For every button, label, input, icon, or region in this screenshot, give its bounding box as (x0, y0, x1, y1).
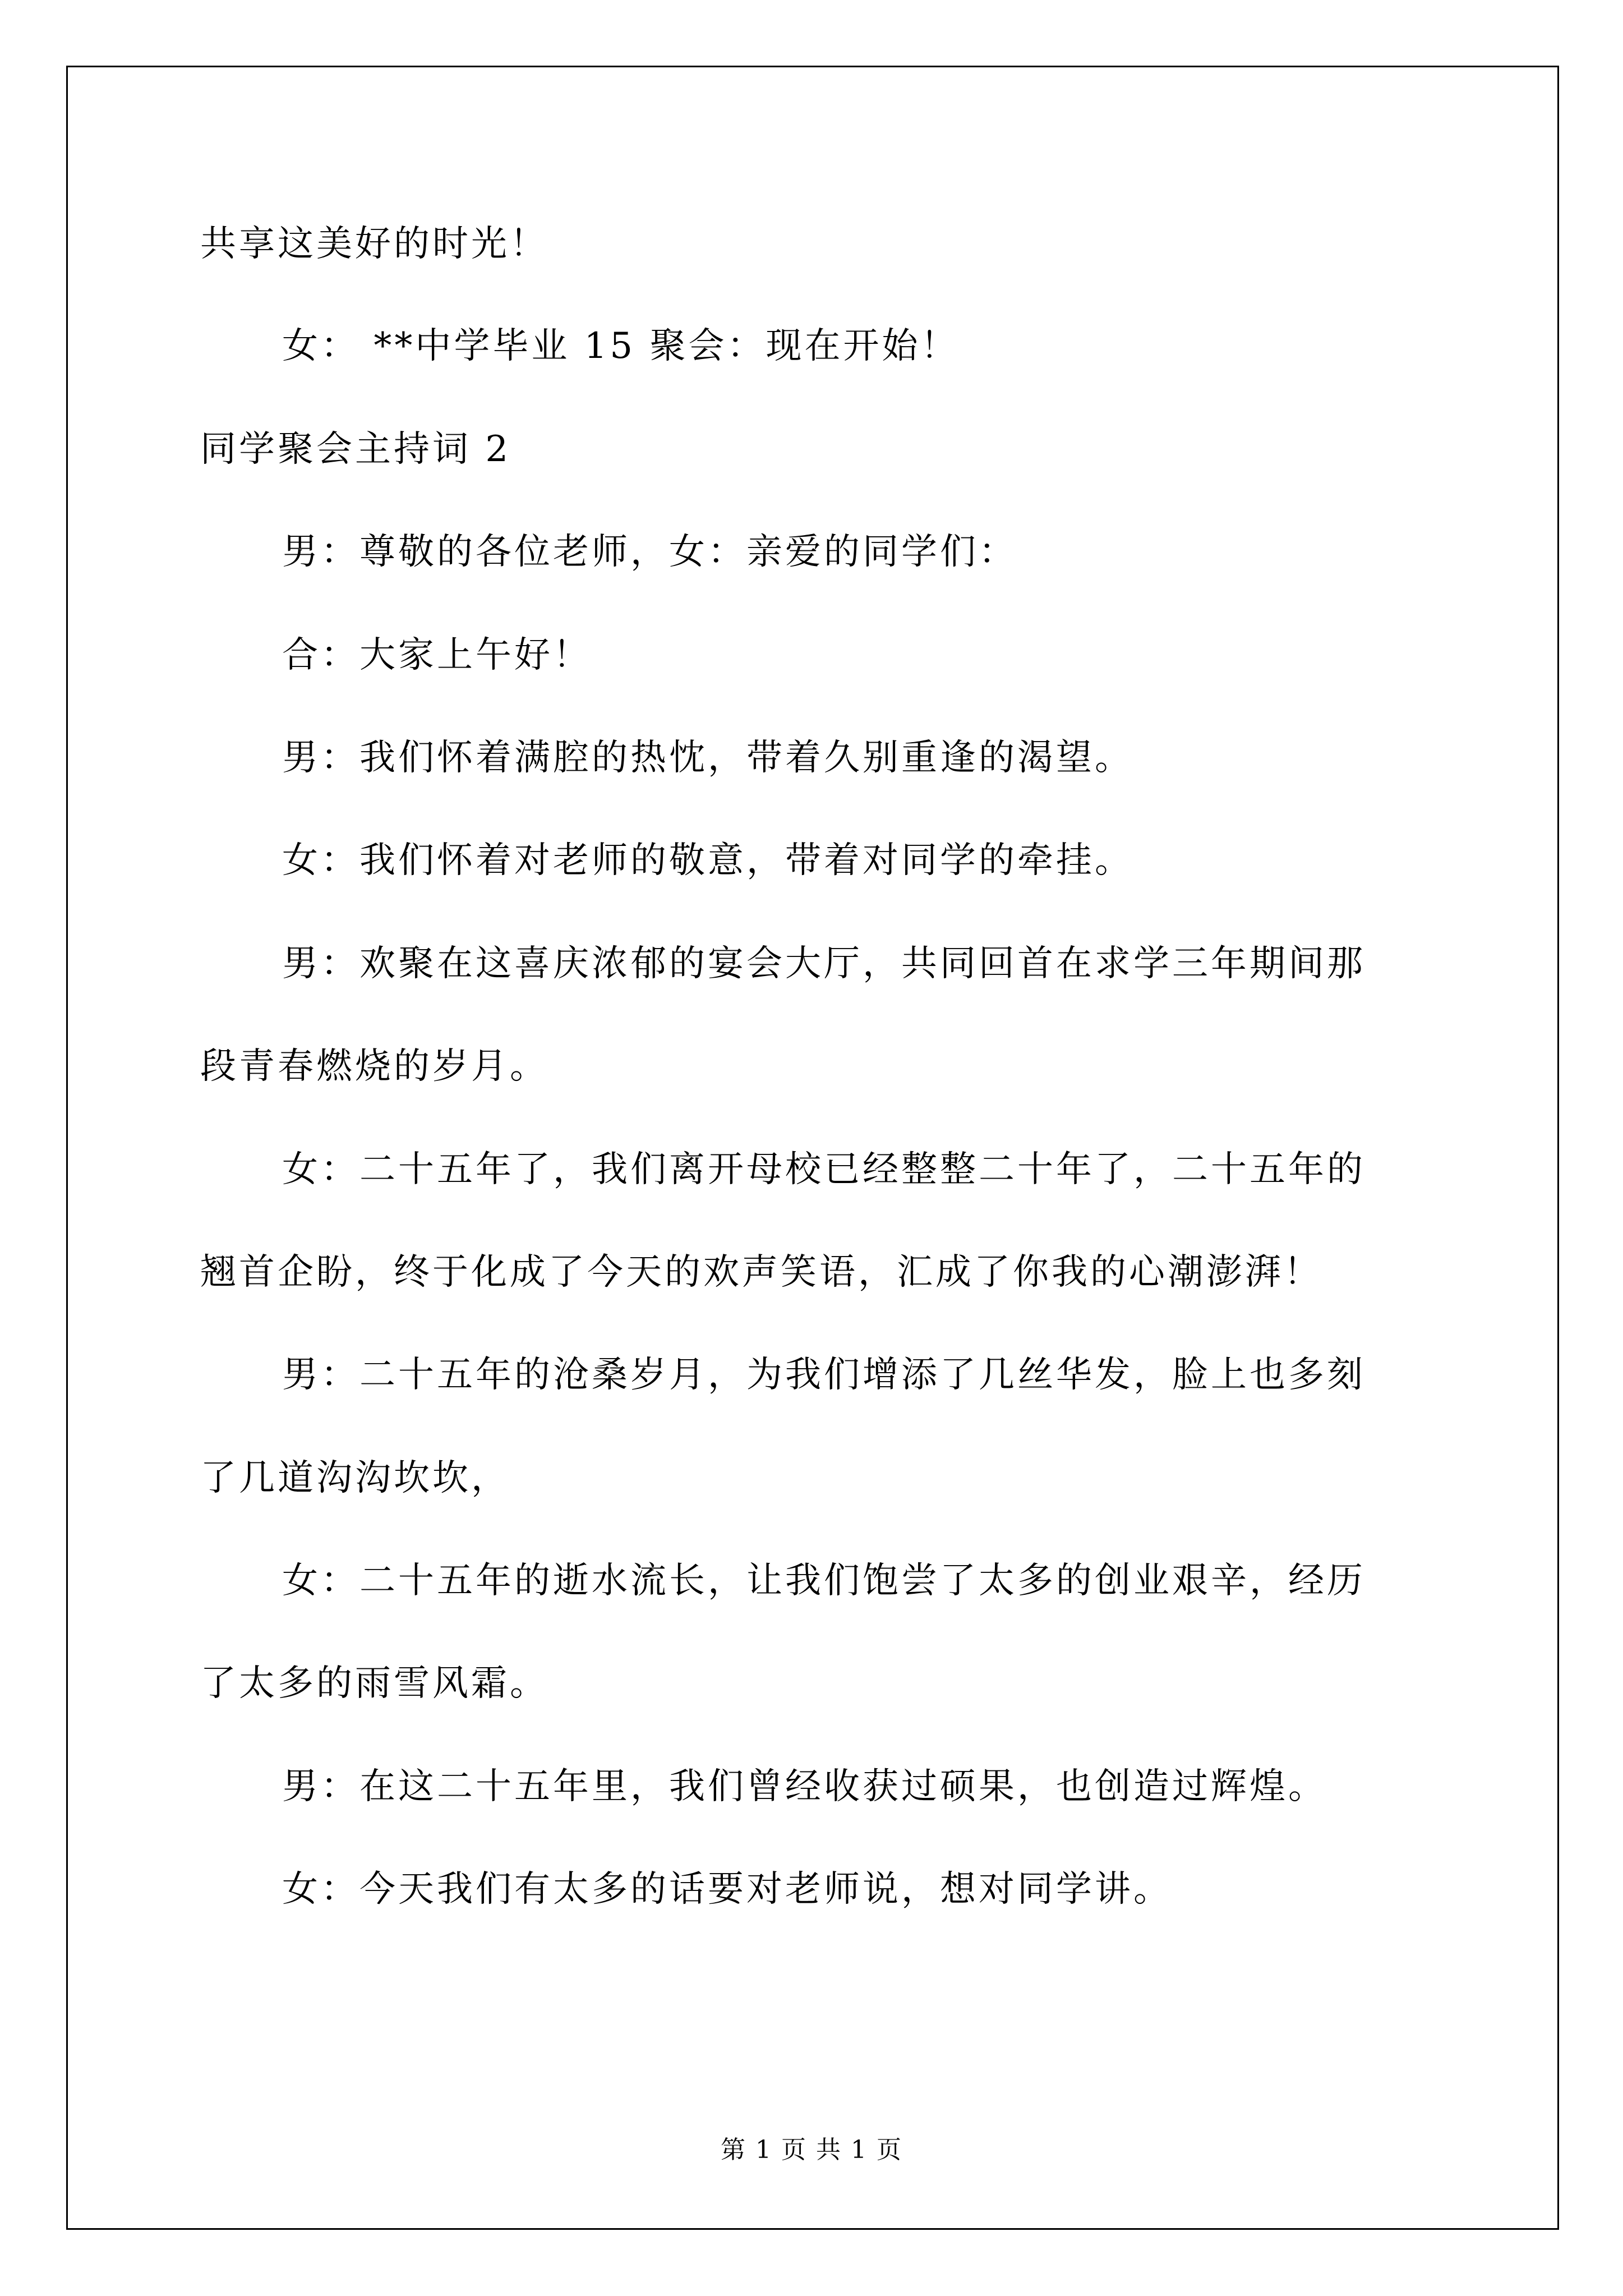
paragraph-line: 男：在这二十五年里，我们曾经收获过硕果，也创造过辉煌。 (282, 1766, 1327, 1807)
paragraph-line: 男：欢聚在这喜庆浓郁的宴会大厅，共同回首在求学三年期间那 (282, 943, 1366, 984)
paragraph-line: 翘首企盼，终于化成了今天的欢声笑语，汇成了你我的心潮澎湃！ (200, 1251, 1322, 1293)
paragraph-line: 共享这美好的时光！ (200, 223, 548, 265)
paragraph-line: 男：我们怀着满腔的热忱，带着久别重逢的渴望。 (282, 737, 1133, 779)
paragraph-line: 合：大家上午好！ (282, 634, 592, 676)
paragraph-line: 女：二十五年的逝水流长，让我们饱尝了太多的创业艰辛，经历 (282, 1560, 1366, 1602)
paragraph-line: 女：二十五年了，我们离开母校已经整整二十年了，二十五年的 (282, 1149, 1366, 1190)
paragraph-line: 了几道沟沟坎坎， (200, 1457, 510, 1499)
paragraph-line: 女： **中学毕业 15 聚会：现在开始！ (282, 325, 960, 367)
section-heading: 同学聚会主持词 2 (200, 429, 511, 470)
paragraph-line: 男：二十五年的沧桑岁月，为我们增添了几丝华发，脸上也多刻 (282, 1354, 1366, 1396)
paragraph-line: 了太多的雨雪风霜。 (200, 1663, 548, 1704)
paragraph-line: 女：今天我们有太多的话要对老师说，想对同学讲。 (282, 1869, 1172, 1910)
page-number-footer: 第 1 页 共 1 页 (721, 2136, 902, 2164)
paragraph-line: 男：尊敬的各位老师，女：亲爱的同学们： (282, 531, 1017, 573)
paragraph-line: 段青春燃烧的岁月。 (200, 1046, 548, 1087)
paragraph-line: 女：我们怀着对老师的敬意，带着对同学的牵挂。 (282, 840, 1133, 881)
